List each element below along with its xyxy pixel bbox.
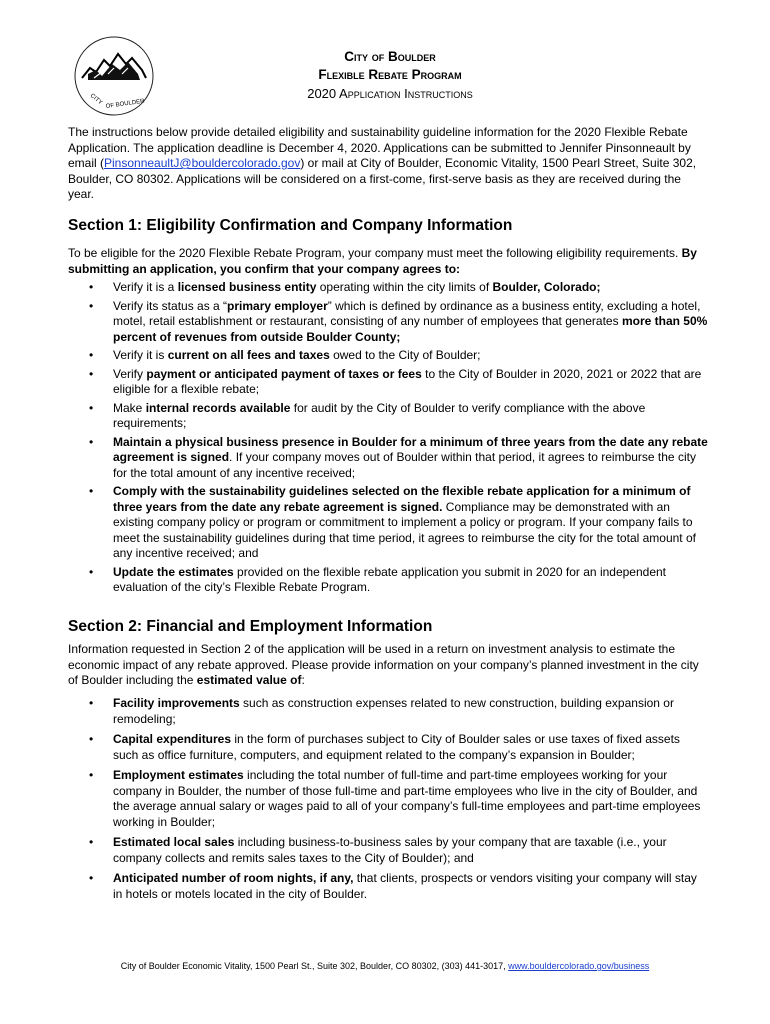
section-2-intro-end: : <box>301 673 305 687</box>
bullet-icon: • <box>89 835 94 849</box>
item-text-bold: Capital expenditures <box>113 732 232 746</box>
financial-list-item <box>68 696 708 727</box>
bullet-icon: • <box>89 348 94 362</box>
item-text-bold: more than 50% percent of revenues from outside Boulder County; <box>113 314 708 344</box>
document-title: City of Boulder <box>344 49 436 64</box>
item-text: for audit by the City of Boulder to verify compliance with the above requirements; <box>113 400 646 430</box>
section-1-intro <box>68 246 708 277</box>
item-text-bold: Comply with the sustainability guidelines selected on the flexible rebate application for a minimum of three years from the date any rebate agreement is signed. <box>113 484 691 514</box>
seal-text-city: CITY <box>88 92 104 107</box>
section-1-intro-text: To be eligible for the 2020 Flexible Rebate Program, your company must meet the following eligibility requirements. <box>68 246 682 260</box>
item-text-bold: licensed business entity <box>177 280 317 294</box>
section-2-intro-bold: estimated value of <box>196 673 302 687</box>
item-text-bold: Maintain a physical business presence in Boulder for a minimum of three years from the date any rebate agreement is signed <box>113 434 708 464</box>
bullet-icon: • <box>89 871 94 885</box>
item-text-bold: payment or anticipated payment of taxes or fees <box>146 366 422 381</box>
bullet-icon: • <box>89 768 94 782</box>
item-text-bold: Boulder, Colorado; <box>492 280 601 294</box>
item-text: owed to the City of Boulder; <box>329 348 481 362</box>
financial-list-item <box>68 768 708 830</box>
section-1-intro-bold: By submitting an application, you confirm that your company agrees to: <box>68 246 697 276</box>
item-text: . If your company moves out of Boulder within that period, it agrees to reimburse the city for the total amount of any incentive received; <box>113 450 696 480</box>
city-of-boulder-seal-icon <box>72 34 156 118</box>
item-text: Make <box>113 400 146 415</box>
eligibility-list-item <box>68 280 708 296</box>
intro-text-2: ) or mail at City of Boulder, Economic Vitality, 1500 Pearl Street, Suite 302, Boulder, CO 80302. Applications will be considered on a first-come, first-serve basis as they are received during the year. <box>68 156 697 201</box>
item-text: Verify <box>113 366 147 381</box>
financial-list-item <box>68 871 708 902</box>
contact-email-link[interactable]: PinsonneaultJ@bouldercolorado.gov <box>104 156 301 170</box>
bullet-icon: • <box>89 696 94 710</box>
eligibility-list-item <box>68 299 708 346</box>
section-2-intro-text: Information requested in Section 2 of the application will be used in a return on investment analysis to estimate the economic impact of any rebate approved. Please provide information on your company’s planned investment in the city of Boulder including the <box>68 642 699 687</box>
item-text-bold: Anticipated number of room nights, if any, <box>113 871 354 885</box>
financial-info-list <box>68 696 708 907</box>
item-text: Compliance may be demonstrated with an existing company policy or program or commitment to implement a policy or program. If your company fails to meet the sustainability guidelines during that time period, it agrees to reimburse the city for the total amount of any incentive received; and <box>113 499 696 560</box>
section-1-heading: Section 1: Eligibility Confirmation and Company Information <box>68 217 513 234</box>
footer-address: City of Boulder Economic Vitality, 1500 Pearl St., Suite 302, Boulder, CO 80302, (303) 441-3017, <box>120 961 509 971</box>
item-text: Verify it is <box>113 348 168 362</box>
eligibility-list-item <box>68 484 708 562</box>
intro-text-1: The instructions below provide detailed eligibility and sustainability guideline information for the 2020 Flexible Rebate Application. The application deadline is December 4, 2020. Applications can be submitted to Jennifer Pinsonneault by email ( <box>68 125 691 170</box>
item-text-bold: Facility improvements <box>113 696 240 710</box>
document-subtitle: Flexible Rebate Program <box>318 67 462 82</box>
item-text-bold: Estimated local sales <box>113 835 235 849</box>
item-text: to the City of Boulder in 2020, 2021 or 2022 that are eligible for a flexible rebate; <box>113 366 702 396</box>
bullet-icon: • <box>89 298 94 313</box>
item-text: provided on the flexible rebate application you submit in 2020 for an independent evaluation of the city’s Flexible Rebate Program. <box>113 564 667 594</box>
bullet-icon: • <box>89 564 94 579</box>
bullet-icon: • <box>89 434 94 449</box>
item-text-bold: primary employer <box>227 298 328 313</box>
eligibility-list-item <box>68 401 708 432</box>
bullet-icon: • <box>89 732 94 746</box>
eligibility-list <box>68 280 708 599</box>
item-text-bold: current on all fees and taxes <box>167 348 330 362</box>
item-text: such as construction expenses related to new construction, building expansion or remodeling; <box>113 696 674 726</box>
eligibility-list-item <box>68 367 708 398</box>
page-footer <box>0 960 770 972</box>
intro-paragraph <box>68 125 708 203</box>
item-text: Verify its status as a “ <box>113 298 228 313</box>
section-2-heading: Section 2: Financial and Employment Information <box>68 618 433 635</box>
eligibility-list-item <box>68 348 708 364</box>
bullet-icon: • <box>89 400 94 415</box>
bullet-icon: • <box>89 280 94 294</box>
financial-list-item <box>68 835 708 866</box>
eligibility-list-item <box>68 565 708 596</box>
item-text: including business-to-business sales by your company that are taxable (i.e., your company collects and remits sales taxes to the City of Boulder); and <box>113 835 667 865</box>
eligibility-list-item <box>68 435 708 482</box>
financial-list-item <box>68 732 708 763</box>
item-text: ” which is defined by ordinance as a business entity, excluding a hotel, motel, retail establishment or restaurant, consisting of any number of employees that generates <box>113 298 701 328</box>
bullet-icon: • <box>89 484 94 498</box>
item-text: including the total number of full-time and part-time employees working for your company in Boulder, the number of those full-time and part-time employees who live in the city of Boulder, and the average annual salary or wages paid to all of your company’s full-time employees and part-time employees working in Boulder; <box>113 768 701 829</box>
section-2-intro <box>68 642 708 689</box>
document-subtitle-year: 2020 Application Instructions <box>307 86 473 101</box>
item-text-bold: internal records available <box>145 400 291 415</box>
seal-text-boulder: OF BOULDER <box>105 98 145 110</box>
item-text-bold: Update the estimates <box>113 564 234 579</box>
item-text: operating within the city limits of <box>316 280 493 294</box>
item-text-bold: Employment estimates <box>113 768 244 782</box>
item-text: Verify it is a <box>113 280 178 294</box>
item-text: in the form of purchases subject to City of Boulder sales or use taxes of fixed assets such as office furniture, computers, and equipment related to the company’s expansion in Boulder; <box>113 732 680 762</box>
bullet-icon: • <box>89 366 94 381</box>
footer-website-link[interactable]: www.bouldercolorado.gov/business <box>508 961 650 971</box>
item-text: that clients, prospects or vendors visiting your company will stay in hotels or motels located in the city of Boulder. <box>113 871 697 901</box>
